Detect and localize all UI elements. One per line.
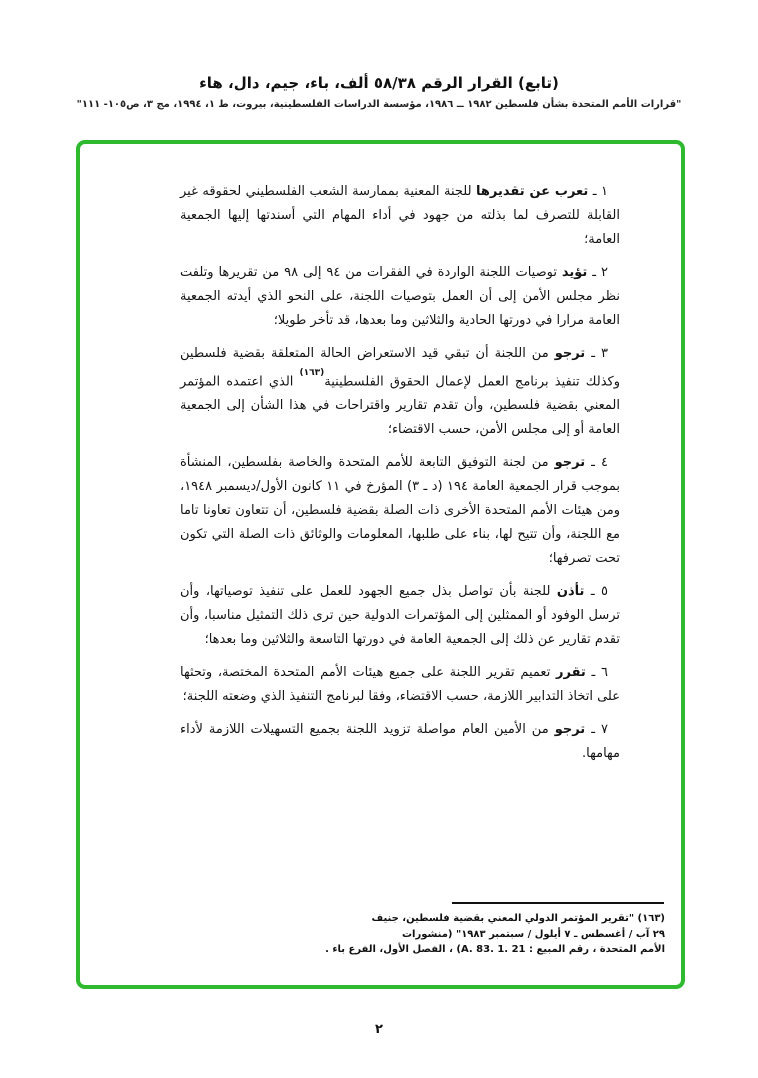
paragraph-text: من اللجنة أن تبقي قيد الاستعراض الحالة المتعلقة بقضية فلسطين وكذلك تنفيذ برنامج العمل لإعمال الحقوق الفلسطينية bbox=[180, 346, 620, 390]
paragraph-lead: تأذن bbox=[556, 584, 585, 600]
resolution-paragraph bbox=[180, 580, 620, 652]
paragraph-number: ٣ ـ bbox=[591, 346, 608, 361]
paragraph-number: ٥ ـ bbox=[590, 584, 609, 600]
paragraph-lead: ترجو bbox=[554, 346, 586, 361]
resolution-paragraph bbox=[180, 180, 620, 252]
paragraph-text: الذي اعتمده المؤتمر المعني بقضية فلسطين، وأن تقدم تقارير واقتراحات في هذا الشأن إلى الجمعية العامة أو إلى مجلس الأمن، حسب الاقتضاء؛ bbox=[180, 374, 620, 438]
source-citation-line: "قرارات الأمم المتحدة بشأن فلسطين ١٩٨٢ ــ ١٩٨٦، مؤسسة الدراسات الفلسطينية، بيروت، ط ١، ١٩٩٤، مج ٣، ص١٠٥- ١١١" bbox=[76, 99, 682, 110]
footnote-line-3 bbox=[300, 942, 665, 958]
paragraph-lead: تقرر bbox=[556, 665, 586, 681]
footnote-line-1: (١٦٣) "تقرير المؤتمر الدولي المعني بقضية فلسطين، جنيف bbox=[371, 913, 665, 924]
footnote-sales-number: (A. 83. 1. 21 bbox=[456, 944, 526, 955]
paragraph-lead: تعرب عن تقديرها bbox=[476, 184, 589, 199]
paragraph-text: توصيات اللجنة الواردة في الفقرات من ٩٤ إلى ٩٨ من تقريرها وتلفت نظر مجلس الأمن إلى أن العمل بتوصيات اللجنة، على النحو الذي أيدته الجمعية العامة مرارا في دورتها الحادية والثلاثين وما بعدها، قد تأخر طويلا؛ bbox=[180, 265, 620, 328]
paragraph-number: ٤ ـ bbox=[591, 455, 608, 471]
paragraph-text: من الأمين العام مواصلة تزويد اللجنة بجميع التسهيلات اللازمة لأداء مهامها. bbox=[180, 722, 620, 762]
footnote-line-3-ar-end: ، الفصل الأول، الفرع باء . bbox=[325, 944, 457, 955]
paragraph-number: ٧ ـ bbox=[591, 722, 608, 738]
paragraph-number: ٢ ـ bbox=[592, 265, 608, 280]
resolution-paragraph bbox=[180, 261, 620, 333]
footnote-line-2: ٢٩ آب / أغسطس ـ ٧ أيلول / سبتمبر ١٩٨٣" (منشورات bbox=[401, 928, 665, 940]
footnote-line-3-ar-start: الأمم المتحدة ، رقم المبيع : bbox=[525, 944, 665, 955]
paragraph-number: ١ ـ bbox=[592, 184, 608, 199]
paragraph-number: ٦ ـ bbox=[591, 665, 608, 681]
footnote-reference: (١٦٣) bbox=[299, 368, 325, 378]
footnote bbox=[300, 911, 665, 958]
resolution-paragraph bbox=[180, 451, 620, 571]
paragraph-lead: ترجو bbox=[554, 455, 586, 471]
resolution-paragraph bbox=[180, 342, 620, 442]
resolution-paragraph bbox=[180, 661, 620, 709]
paragraph-lead: ترجو bbox=[554, 722, 586, 738]
paragraph-lead: تؤيد bbox=[561, 265, 588, 280]
paragraph-text: للجنة المعنية بممارسة الشعب الفلسطيني لحقوقه غير القابلة للتصرف لما بذلته من جهود في أداء المهام التي أسندتها إليها الجمعية العامة؛ bbox=[180, 184, 620, 247]
page-number: ٢ bbox=[375, 1022, 383, 1037]
resolution-title: (تابع) القرار الرقم ٥٨/٣٨ ألف، باء، جيم، دال، هاء bbox=[199, 74, 559, 92]
resolution-paragraph bbox=[180, 718, 620, 766]
resolution-body bbox=[180, 180, 620, 775]
paragraph-text: من لجنة التوفيق التابعة للأمم المتحدة والخاصة بفلسطين، المنشأة بموجب قرار الجمعية العامة ١٩٤ (د ـ ٣) المؤرخ في ١١ كانون الأول/ديسمبر ١٩٤٨، ومن هيئات الأمم المتحدة الأخرى ذات الصلة بقضية فلسطين، أن تتعاون تعاونا تاما مع اللجنة، وأن تتيح لها، بناء على طلبها، المعلومات والوثائق ذات الصلة التي تكون تحت تصرفها؛ bbox=[180, 455, 620, 567]
paragraph-text: للجنة بأن تواصل بذل جميع الجهود للعمل على تنفيذ توصياتها، وأن ترسل الوفود أو الممثلين إلى المؤتمرات الدولية حين ترى ذلك التمثيل مناسبا، وأن تقدم تقارير عن ذلك إلى الجمعية العامة في دورتها التاسعة والثلاثين وما بعدها؛ bbox=[180, 584, 620, 648]
paragraph-text: تعميم تقرير اللجنة على جميع هيئات الأمم المتحدة المختصة، وتحثها على اتخاذ التدابير اللازمة، حسب الاقتضاء، وفقا لبرنامج التنفيذ الذي وضعته اللجنة؛ bbox=[180, 665, 620, 705]
footnote-separator bbox=[452, 902, 664, 904]
